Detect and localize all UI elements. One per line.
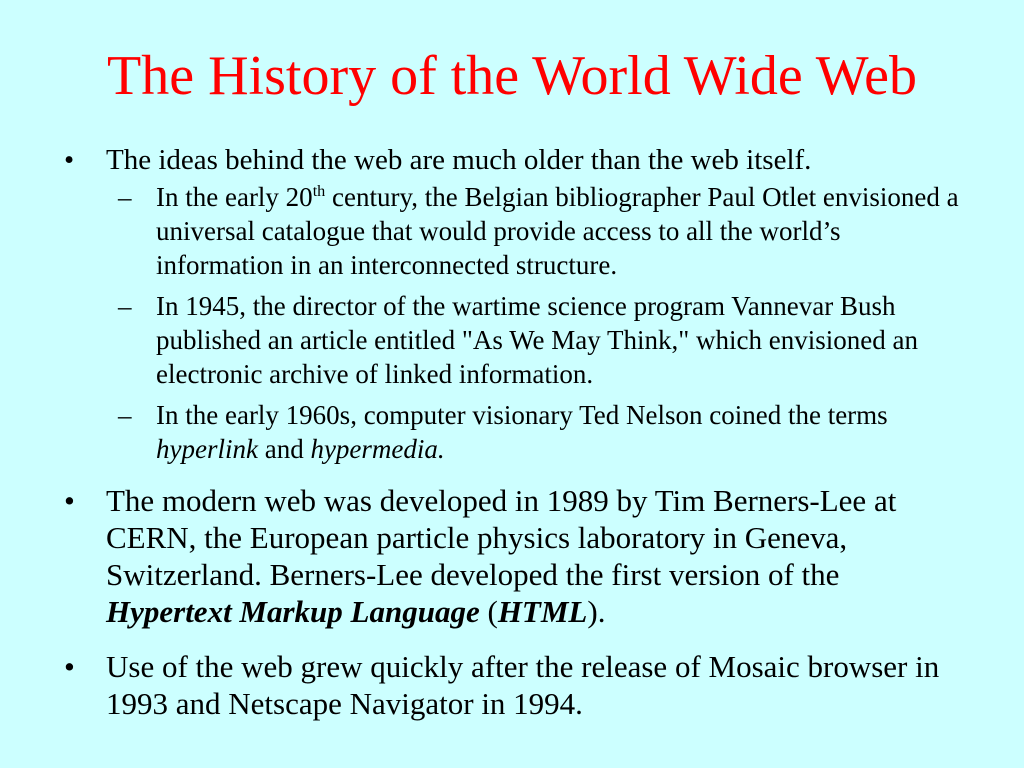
bullet-text-mid: ( xyxy=(479,594,498,629)
dash-marker: – xyxy=(118,400,132,430)
sub-bullet-list xyxy=(106,180,970,466)
bullet-text-post: ). xyxy=(587,594,606,629)
term-hyperlink: hyperlink xyxy=(156,434,258,464)
bullet-web-growth xyxy=(60,648,970,722)
slide-title: The History of the World Wide Web xyxy=(107,45,917,107)
bullet-ideas-origin xyxy=(60,142,970,466)
sub-bullet-nelson xyxy=(106,398,970,466)
sub-text-post: century, the Belgian bibliographer Paul Otlet envisioned a universal catalogue that would provide access to all the world’s information in an interconnected structure. xyxy=(156,182,959,280)
bullet-marker: • xyxy=(64,144,75,176)
bullet-text-pre: The modern web was developed in 1989 by Tim Berners-Lee at CERN, the European particle physics laboratory in Geneva, Switzerland. Berners-Lee developed the first version of the xyxy=(106,483,897,592)
sub-bullet-otlet xyxy=(106,180,970,282)
term-html-full: Hypertext Markup Language xyxy=(106,594,480,629)
dash-marker: – xyxy=(118,291,132,321)
bullet-list xyxy=(60,142,970,722)
bullet-berners-lee xyxy=(60,482,970,630)
sub-text-pre: In the early 1960s, computer visionary Ted Nelson coined the terms xyxy=(156,400,888,430)
bullet-text: The ideas behind the web are much older than the web itself. xyxy=(106,144,812,176)
term-hypermedia: hypermedia. xyxy=(310,434,445,464)
term-html-abbr: HTML xyxy=(497,594,588,629)
sub-text-mid: and xyxy=(257,434,311,464)
ordinal-superscript: th xyxy=(312,182,326,200)
bullet-marker: • xyxy=(64,483,75,518)
dash-marker: – xyxy=(118,182,132,212)
bullet-text: Use of the web grew quickly after the release of Mosaic browser in 1993 and Netscape Navigator in 1994. xyxy=(106,649,940,721)
sub-text-pre: In the early 20 xyxy=(156,182,313,212)
bullet-marker: • xyxy=(64,649,75,684)
sub-text: In 1945, the director of the wartime science program Vannevar Bush published an article entitled "As We May Think," which envisioned an electronic archive of linked information. xyxy=(156,291,918,389)
sub-bullet-bush xyxy=(106,289,970,391)
